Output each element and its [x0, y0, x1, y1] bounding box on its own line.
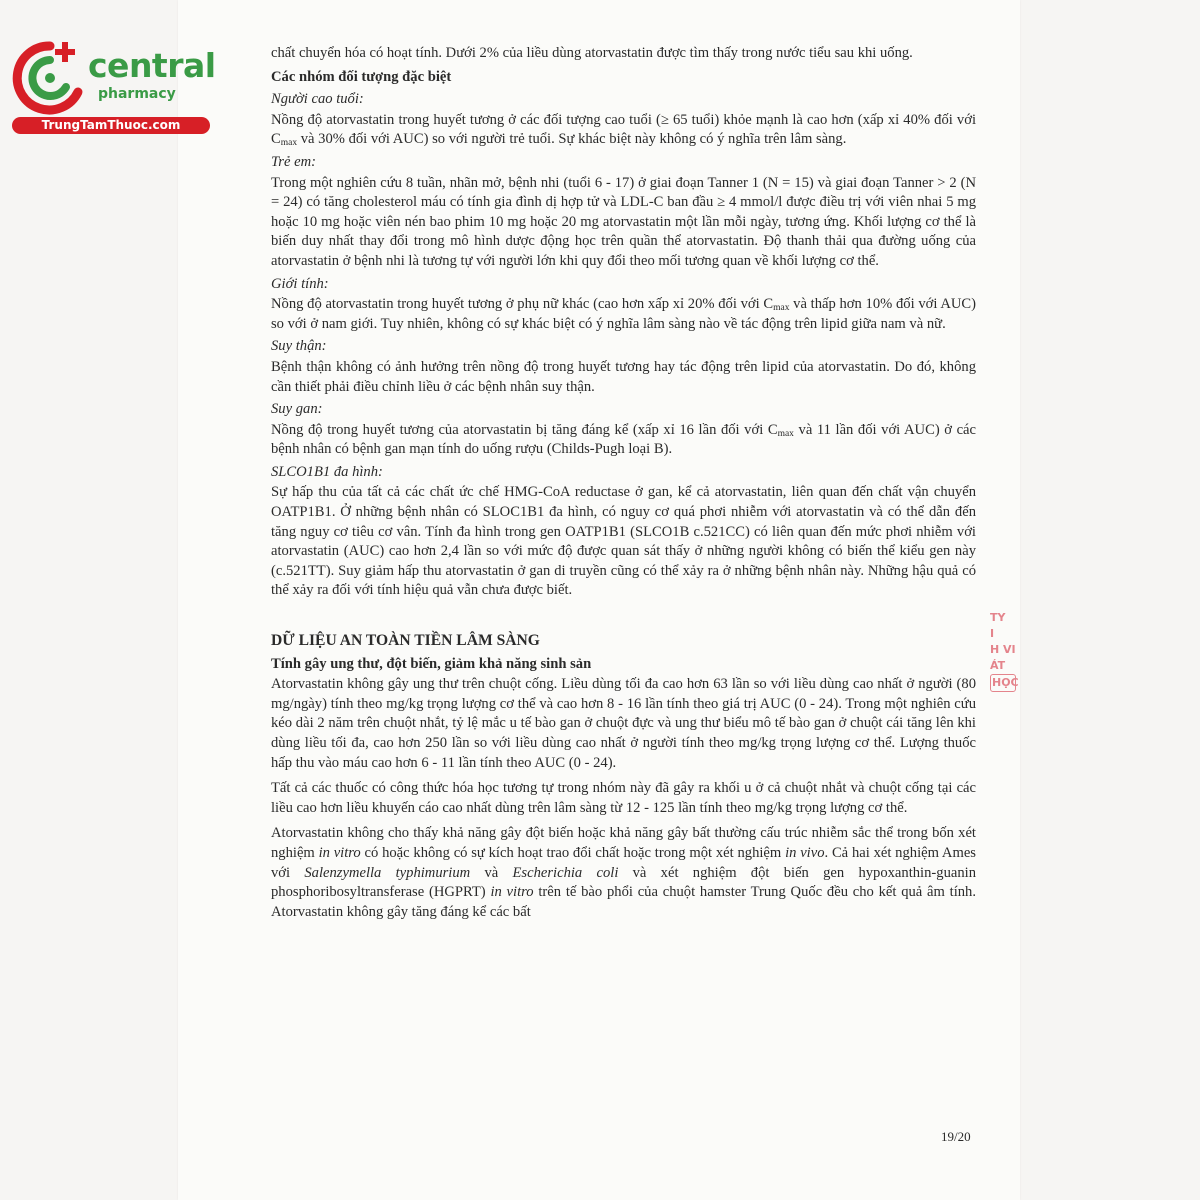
stamp-text: TY	[990, 611, 1006, 624]
text-fragment: và xét nghiệm đột biến gen hypoxanthin-guanin phosphoribosyltransferase (HGPRT)	[271, 864, 976, 901]
text-fragment: và 30% đối với AUC) so với người trẻ tuổi. Sự khác biệt này không có ý nghĩa trên lâm sàng.	[297, 131, 847, 148]
paragraph-gender	[271, 295, 976, 334]
italic-term: Salenzymella typhimurium	[304, 864, 471, 881]
heading-gender: Giới tính:	[271, 275, 329, 292]
italic-term: Escherichia coli	[512, 864, 619, 881]
paragraph-renal: Bệnh thận không có ảnh hưởng trên nồng độ trong huyết tương hay tác động trên lipid của atorvastatin. Do đó, không cần thiết phải điều chỉnh liều ở các bệnh nhân suy thận.	[271, 358, 976, 395]
paragraph-children: Trong một nghiên cứu 8 tuần, nhãn mở, bệnh nhi (tuổi 6 - 17) ở giai đoạn Tanner 1 (N = 15) và giai đoạn Tanner > 2 (N = 24) có tăng cholesterol máu có tính gia đình dị hợp tử và LDL-C ban đầu ≥ 4 mmol/l được điều trị với viên nhai 5 mg hoặc 10 mg hoặc viên nén bao phim 10 mg hoặc 20 mg atorvastatin một lần mỗi ngày, tương ứng. Khối lượng cơ thể là biến duy nhất thay đổi trong mô hình dược động học trên quần thể atorvastatin. Độ thanh thải qua đường uống của atorvastatin ở bệnh nhi là tương tự với người lớn khi quy đổi theo mối tương quan về khối lượng cơ thể.	[271, 174, 976, 269]
text-fragment: và thấp hơn 10% đối với AUC) so với ở nam giới. Tuy nhiên, không có sự khác biệt có ý nghĩa lâm sàng nào về tác động trên lipid giữa nam và nữ.	[271, 296, 976, 332]
subscript: max	[280, 138, 298, 149]
logo-sub: pharmacy	[98, 86, 176, 102]
italic-term: in vivo	[785, 844, 825, 861]
heading-carcinogenicity: Tính gây ung thư, đột biến, giảm khả năng sinh sản	[271, 655, 592, 672]
stamp-text: H VI	[990, 643, 1016, 656]
page-number: 19/20	[941, 1129, 971, 1144]
stamp-text: HỌC	[990, 674, 1016, 692]
heading-hepatic: Suy gan:	[271, 401, 323, 418]
paragraph-class-effect: Tất cả các thuốc có công thức hóa học tương tự trong nhóm này đã gây ra khối u ở cả chuột nhắt và chuột cống tại các liều cao hơn liều khuyến cáo cao nhất dùng trên lâm sàng từ 12 - 125 lần tính theo mg/kg trọng lượng cơ thể.	[271, 780, 976, 816]
text-fragment: Nồng độ atorvastatin trong huyết tương ở phụ nữ khác (cao hơn xấp xỉ 20% đối với C	[271, 296, 774, 313]
logo-url[interactable]: TrungTamThuoc.com	[12, 117, 210, 134]
text-fragment: Nồng độ atorvastatin trong huyết tương ở các đối tượng cao tuổi (≥ 65 tuổi) khỏe mạnh là cao hơn (xấp xỉ 40% đối với C	[271, 111, 976, 148]
italic-term: in vitro	[318, 844, 361, 861]
heading-renal: Suy thận:	[271, 338, 327, 355]
heading-preclinical-safety: DỮ LIỆU AN TOÀN TIỀN LÂM SÀNG	[271, 632, 540, 650]
paragraph-carcinogenicity: Atorvastatin không gây ung thư trên chuột cống. Liều dùng tối đa cao hơn 63 lần so với liều dùng cao nhất ở người (80 mg/ngày) tính theo mg/kg trọng lượng cơ thể và cao hơn 8 - 16 lần tính theo giá trị AUC (0 - 24). Trong một nghiên cứu kéo dài 2 năm trên chuột nhắt, tỷ lệ mắc u tế bào gan ở chuột đực và ung thư biểu mô tế bào gan ở chuột cái tăng lên khi dùng liều tối đa, cao hơn 250 lần so với liều dùng cao nhất ở người tính theo mg/kg trọng lượng cơ thể. Lượng thuốc hấp thu vào máu cao hơn 6 - 11 lần tính theo AUC (0 - 24).	[271, 676, 976, 771]
heading-special-groups: Các nhóm đối tượng đặc biệt	[271, 68, 452, 85]
italic-term: in vitro	[490, 884, 534, 901]
paragraph-slco1b1: Sự hấp thu của tất cả các chất ức chế HMG-CoA reductase ở gan, kể cả atorvastatin, liên quan đến chất vận chuyển OATP1B1. Ở những bệnh nhân có SLOC1B1 đa hình, có nguy cơ quá phơi nhiễm với atorvastatin và có thể dẫn đến tăng nguy cơ tiêu cơ vân. Tính đa hình trong gen OATP1B1 (SLCO1B c.521CC) có liên quan đến mức phơi nhiễm với atorvastatin (AUC) cao hơn 2,4 lần so với mức độ được quan sát thấy ở những người không có biến thể kiểu gen này (c.521TT). Suy giảm hấp thu atorvastatin ở gan di truyền cũng có thể xảy ra ở những bệnh nhân này. Những hậu quả có thể xảy ra đối với tính hiệu quả vẫn chưa được biết.	[271, 484, 976, 599]
subscript: max	[777, 428, 794, 439]
paragraph-elderly	[271, 111, 976, 150]
heading-slco1b1: SLCO1B1 đa hình:	[271, 463, 383, 480]
text-fragment: và 11 lần đối với AUC) ở các bệnh nhân có bệnh gan mạn tính do uống rượu (Childs-Pugh loại B).	[271, 421, 976, 458]
paragraph-mutagenicity	[271, 824, 976, 922]
text-fragment: có hoặc không có sự kích hoạt trao đổi chất hoặc trong một xét nghiệm	[360, 844, 786, 861]
stamp-text: I	[990, 627, 995, 640]
paragraph-intro: chất chuyển hóa có hoạt tính. Dưới 2% của liều dùng atorvastatin được tìm thấy trong nước tiểu sau khi uống.	[271, 45, 913, 61]
seal-stamp	[990, 610, 1024, 760]
text-fragment: Atorvastatin không cho thấy khả năng gây đột biến hoặc khả năng gây bất thường cấu trúc nhiễm sắc thể trong bốn xét nghiệm	[271, 825, 976, 861]
text-fragment: . Cả hai xét nghiệm Ames với	[271, 844, 976, 881]
subscript: max	[773, 303, 790, 314]
text-fragment: Nồng độ trong huyết tương của atorvastatin bị tăng đáng kể (xấp xỉ 16 lần đối với C	[271, 421, 778, 438]
logo-brand: central	[88, 46, 216, 85]
text-fragment: và	[470, 864, 513, 881]
paragraph-hepatic	[271, 421, 976, 460]
stamp-text: ÁT	[990, 659, 1006, 672]
text-fragment: trên tế bào phổi của chuột hamster Trung Quốc đều cho kết quả âm tính. Atorvastatin không gây tăng đáng kể các bất	[271, 884, 976, 920]
heading-elderly: Người cao tuổi:	[271, 91, 364, 108]
logo-mark-icon	[10, 38, 90, 118]
heading-children: Trẻ em:	[271, 153, 316, 170]
central-pharmacy-logo[interactable]	[10, 38, 215, 138]
document-content	[271, 44, 976, 922]
